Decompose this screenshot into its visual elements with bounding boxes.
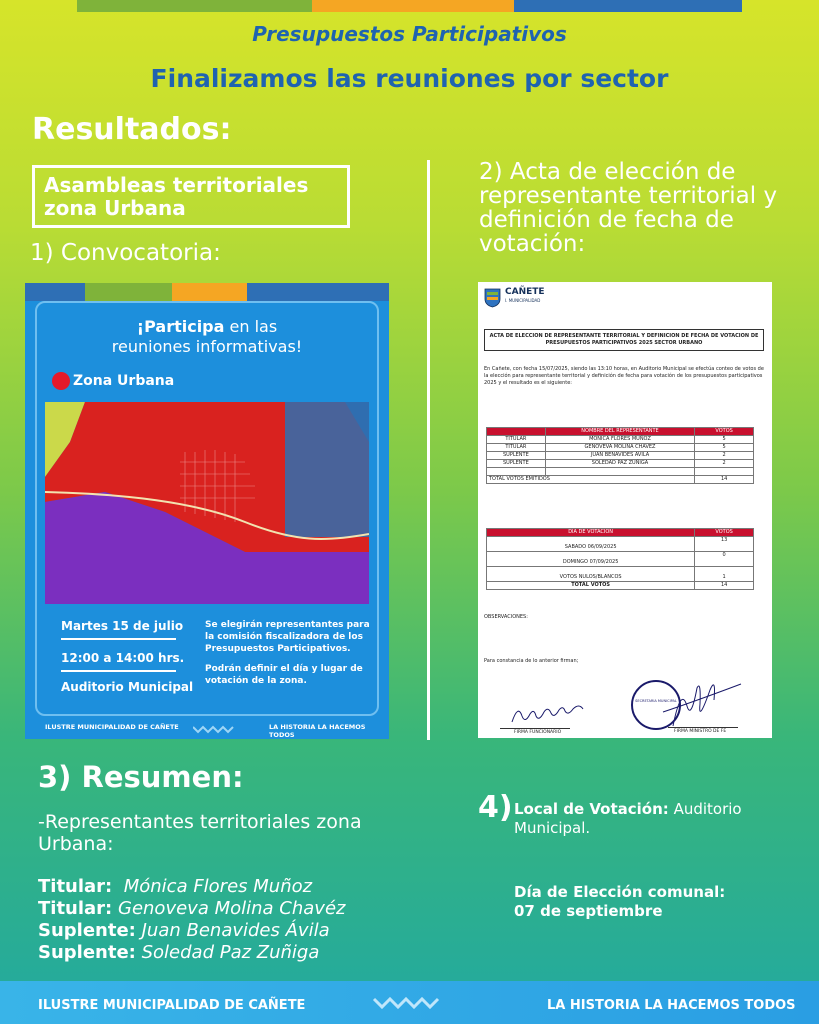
representatives-list	[38, 876, 345, 964]
flyer-time: 12:00 a 14:00 hrs.	[61, 651, 185, 665]
flyer-heading	[25, 317, 389, 357]
role-label: Titular:	[38, 876, 113, 897]
table-cell	[545, 468, 695, 476]
list-item	[38, 942, 345, 964]
table-cell: 0	[695, 552, 754, 567]
assemblies-box	[32, 165, 350, 228]
acta-constancia: Para constancia de lo anterior firman;	[484, 658, 579, 664]
flyer-footer-right: LA HISTORIA LA HACEMOS TODOS	[269, 723, 366, 739]
representatives-table	[486, 427, 754, 484]
headline: Finalizamos las reuniones por sector	[150, 64, 669, 93]
table-cell: SABADO 06/09/2025	[487, 537, 695, 552]
table-cell: 13	[695, 537, 754, 552]
top-stripe-blue	[514, 0, 742, 12]
election-day-label: Día de Elección comunal:	[514, 883, 726, 901]
map-blue-zone	[285, 402, 369, 537]
list-item	[38, 876, 345, 898]
table-header: VOTOS	[695, 529, 754, 537]
flyer-stripe	[172, 283, 247, 301]
acta-title: ACTA DE ELECCION DE REPRESENTANTE TERRITORIAL Y DEFINICION DE FECHA DE VOTACION DE PRESUPUESTOS PARTICIPATIVOS 2025 SECTOR URBANO	[484, 329, 764, 351]
election-day-value: 07 de septiembre	[514, 902, 663, 920]
signature-line	[668, 727, 738, 728]
table-total-label: TOTAL VOTOS	[487, 582, 695, 590]
table-row	[487, 452, 754, 460]
table-total-row	[487, 582, 754, 590]
table-total-value: 14	[695, 582, 754, 590]
person-name: Genoveva Molina Chavéz	[118, 898, 346, 919]
voting-day-table	[486, 528, 754, 590]
signature-line	[500, 728, 570, 729]
table-cell: JUAN BENAVIDES AVILA	[545, 452, 695, 460]
flyer-info-2: Podrán definir el día y lugar de votación de la zona.	[205, 664, 363, 686]
flyer-divider	[61, 638, 176, 640]
voting-location-value: Auditorio Municipal.	[514, 800, 742, 837]
table-cell	[695, 468, 754, 476]
flyer-divider	[61, 670, 176, 672]
convocatoria-flyer	[25, 283, 389, 739]
table-cell: SUPLENTE	[487, 460, 546, 468]
flyer-place: Auditorio Municipal	[61, 680, 194, 694]
table-row	[487, 436, 754, 444]
wave-icon	[193, 723, 239, 735]
table-header: DIA DE VOTACION	[487, 529, 695, 537]
table-cell: 2	[695, 460, 754, 468]
results-title: Resultados:	[32, 112, 232, 147]
signature-icon	[508, 702, 598, 728]
table-cell: 1	[695, 567, 754, 582]
red-dot-icon	[52, 372, 70, 390]
table-total-label: TOTAL VOTOS EMITIDOS	[487, 476, 695, 484]
top-stripe-orange	[312, 0, 514, 12]
acta-text: En Cañete, con fecha 15/07/2025, siendo las 13:10 horas, en Auditorio Municipal se efectúa conteo de votos de la elección para representante territorial y definición de fecha para votación de los presupuestos participativos 2025 y el resultado es el siguiente:	[484, 366, 764, 386]
table-cell: 5	[695, 436, 754, 444]
voting-location-label: Local de Votación:	[514, 800, 669, 818]
wave-icon	[372, 993, 448, 1013]
list-item	[38, 920, 345, 942]
seal-text: SECRETARIA MUNICIPAL	[635, 699, 677, 703]
table-cell: GENOVEVA MOLINA CHAVEZ	[545, 444, 695, 452]
convocatoria-title: 1) Convocatoria:	[30, 240, 221, 266]
acta-observaciones: OBSERVACIONES:	[484, 614, 528, 620]
flyer-stripe	[85, 283, 172, 301]
municipal-shield-icon	[484, 288, 501, 308]
acta-document	[478, 282, 772, 738]
flyer-heading-rest: en las	[229, 317, 278, 336]
table-cell: TITULAR	[487, 436, 546, 444]
signature-label-official: FIRMA FUNCIONARIO	[514, 730, 562, 735]
table-row	[487, 552, 754, 567]
acta-section-title: 2) Acta de elección de representante territorial y definición de fecha de votación:	[479, 159, 778, 257]
table-row	[487, 460, 754, 468]
summary-representatives: -Representantes territoriales zona Urbana:	[38, 811, 362, 855]
column-divider	[427, 160, 430, 740]
section4-number: 4)	[478, 790, 513, 825]
table-row	[487, 468, 754, 476]
table-header: NOMBRE DEL REPRESENTANTE	[545, 428, 695, 436]
table-cell: DOMINGO 07/09/2025	[487, 552, 695, 567]
role-label: Suplente:	[38, 920, 136, 941]
person-name: Soledad Paz Zuñiga	[141, 942, 320, 963]
table-cell: SUPLENTE	[487, 452, 546, 460]
assemblies-box-label: Asambleas territoriales zona Urbana	[44, 173, 309, 220]
signature-label-minister: FIRMA MINISTRO DE FE	[674, 729, 727, 734]
flyer-footer-left: ILUSTRE MUNICIPALIDAD DE CAÑETE	[45, 723, 179, 731]
table-cell: TITULAR	[487, 444, 546, 452]
flyer-info-1: Se elegirán representantes para la comisión fiscalizadora de los Presupuestos Participativos.	[205, 620, 370, 654]
footer-right: LA HISTORIA LA HACEMOS TODOS	[547, 998, 796, 1013]
flyer-participa: ¡Participa	[136, 317, 225, 336]
table-total-value: 14	[695, 476, 754, 484]
flyer-zone: Zona Urbana	[73, 373, 175, 389]
acta-brand-sub: I. MUNICIPALIDAD	[505, 298, 541, 303]
footer-left: ILUSTRE MUNICIPALIDAD DE CAÑETE	[38, 998, 306, 1013]
list-item	[38, 898, 345, 920]
table-cell: 2	[695, 452, 754, 460]
flyer-info	[205, 619, 380, 687]
table-total-row	[487, 476, 754, 484]
table-header: VOTOS	[695, 428, 754, 436]
table-cell: 5	[695, 444, 754, 452]
table-header	[487, 428, 546, 436]
zone-map	[45, 402, 369, 604]
role-label: Titular:	[38, 898, 113, 919]
program-title: Presupuestos Participativos	[252, 22, 567, 46]
top-stripe-green	[77, 0, 312, 12]
role-label: Suplente:	[38, 942, 136, 963]
person-name: Mónica Flores Muñoz	[123, 876, 313, 897]
election-day	[514, 883, 725, 921]
table-row	[487, 567, 754, 582]
voting-location	[514, 800, 804, 838]
signature-icon	[653, 682, 743, 732]
table-cell: VOTOS NULOS/BLANCOS	[487, 567, 695, 582]
flyer-stripe	[25, 283, 85, 301]
acta-brand: CAÑETE	[505, 287, 545, 297]
table-row	[487, 537, 754, 552]
table-cell	[487, 468, 546, 476]
flyer-stripe	[247, 283, 389, 301]
flyer-date: Martes 15 de julio	[61, 619, 184, 633]
table-cell: MONICA FLORES MUÑOZ	[545, 436, 695, 444]
flyer-heading-line2: reuniones informativas!	[111, 337, 303, 356]
table-row	[487, 444, 754, 452]
summary-title: 3) Resumen:	[38, 760, 244, 794]
table-cell: SOLEDAD PAZ ZUÑIGA	[545, 460, 695, 468]
person-name: Juan Benavides Ávila	[141, 920, 330, 941]
